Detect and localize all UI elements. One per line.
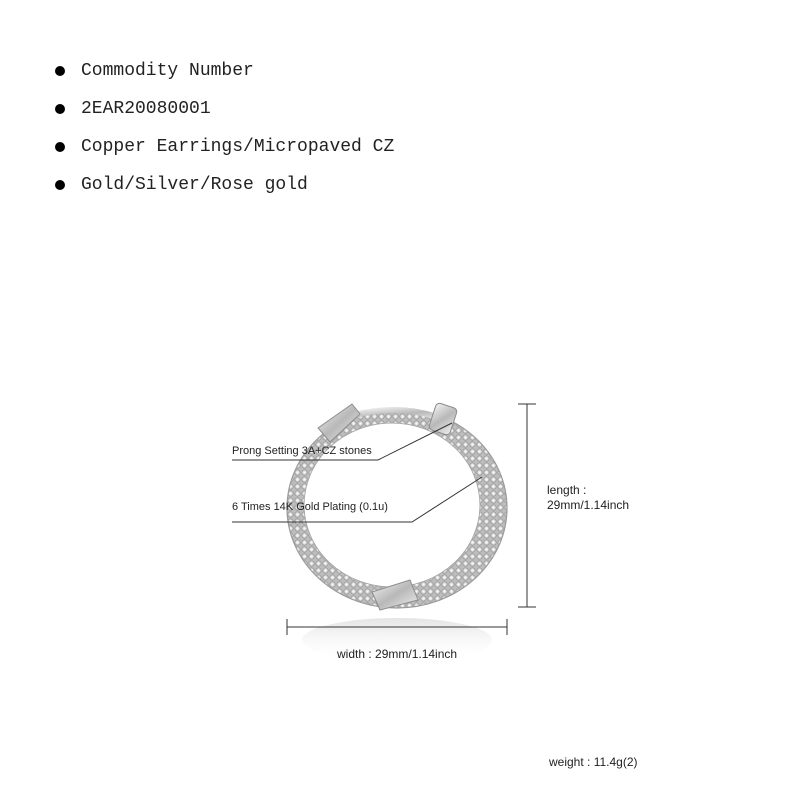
length-dimension-line [518, 404, 536, 607]
spec-text: 2EAR20080001 [81, 99, 211, 119]
spec-text: Copper Earrings/Micropaved CZ [81, 137, 395, 157]
weight-label: weight : 11.4g(2) [549, 755, 638, 769]
gold-plating-callout: 6 Times 14K Gold Plating (0.1u) [232, 501, 388, 513]
width-label: width : 29mm/1.14inch [337, 647, 458, 661]
spec-text: Commodity Number [81, 61, 254, 81]
prong-setting-callout: Prong Setting 3A+CZ stones [232, 445, 372, 457]
length-label: length : [547, 483, 587, 497]
spec-text: Gold/Silver/Rose gold [81, 175, 308, 195]
length-value: 29mm/1.14inch [547, 498, 630, 512]
